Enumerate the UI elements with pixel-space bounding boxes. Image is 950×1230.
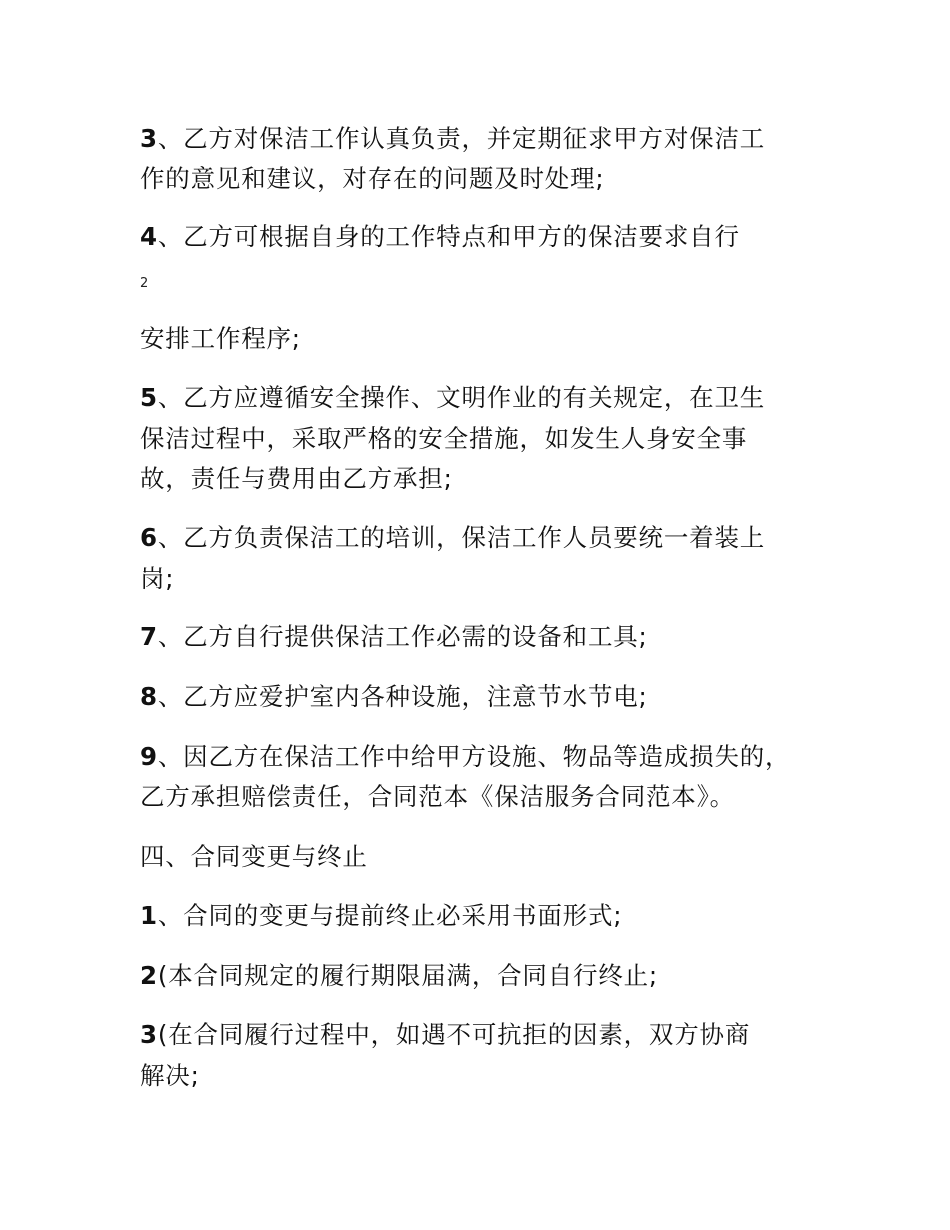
clause-text: 、乙方应爱护室内各种设施，注意节水节电;	[157, 682, 648, 711]
clause-text: 乙方承担赔偿责任，合同范本《保洁服务合同范本》。	[140, 782, 735, 811]
clause-number: 4	[140, 222, 158, 251]
clause-6-line-1	[140, 523, 765, 553]
page-number: 2	[140, 276, 149, 291]
clause-text: 、乙方对保洁工作认真负责，并定期征求甲方对保洁工	[157, 124, 766, 153]
clause-text: 、乙方自行提供保洁工作必需的设备和工具;	[157, 622, 648, 651]
clause-4-line-1	[140, 222, 740, 252]
clause-4-line-2	[140, 324, 301, 354]
clause-number: 8	[140, 682, 158, 711]
clause-number: 3	[140, 1020, 158, 1049]
clause-9-line-1	[140, 742, 790, 772]
clause-text: 、乙方负责保洁工的培训，保洁工作人员要统一着装上	[157, 523, 766, 552]
clause-number: 5	[140, 383, 158, 412]
clause-text: 、合同的变更与提前终止必采用书面形式;	[157, 901, 623, 930]
section-title: 四、合同变更与终止	[140, 842, 368, 871]
clause-number: 2	[140, 961, 158, 990]
clause-text: 、因乙方在保洁工作中给甲方设施、物品等造成损失的，	[157, 742, 791, 771]
section4-clause-2	[140, 961, 658, 991]
clause-text: 岗;	[140, 564, 175, 593]
section4-clause-1	[140, 901, 622, 931]
section4-clause-3-line-2	[140, 1061, 200, 1091]
clause-5-line-1	[140, 383, 765, 413]
clause-text: 安排工作程序;	[140, 324, 301, 353]
clause-text: 故，责任与费用由乙方承担;	[140, 464, 453, 493]
clause-number: 1	[140, 901, 158, 930]
section4-clause-3-line-1	[140, 1020, 750, 1050]
clause-7	[140, 622, 648, 652]
clause-text: 保洁过程中，采取严格的安全措施，如发生人身安全事	[140, 424, 748, 453]
clause-number: 9	[140, 742, 158, 771]
clause-number: 6	[140, 523, 158, 552]
clause-text: (本合同规定的履行期限届满，合同自行终止;	[157, 961, 658, 990]
clause-6-line-2	[140, 564, 174, 594]
clause-3-line-1	[140, 124, 765, 154]
clause-8	[140, 682, 648, 712]
clause-3-line-2	[140, 164, 604, 194]
clause-5-line-3	[140, 464, 453, 494]
clause-text: 解决;	[140, 1061, 200, 1090]
clause-text: 、乙方应遵循安全操作、文明作业的有关规定，在卫生	[157, 383, 766, 412]
clause-text: 作的意见和建议，对存在的问题及时处理;	[140, 164, 605, 193]
section-heading	[140, 842, 368, 872]
clause-text: (在合同履行过程中，如遇不可抗拒的因素，双方协商	[157, 1020, 751, 1049]
clause-9-line-2	[140, 782, 735, 812]
clause-5-line-2	[140, 424, 747, 454]
clause-number: 7	[140, 622, 158, 651]
clause-text: 、乙方可根据自身的工作特点和甲方的保洁要求自行	[157, 222, 740, 251]
clause-number: 3	[140, 124, 158, 153]
